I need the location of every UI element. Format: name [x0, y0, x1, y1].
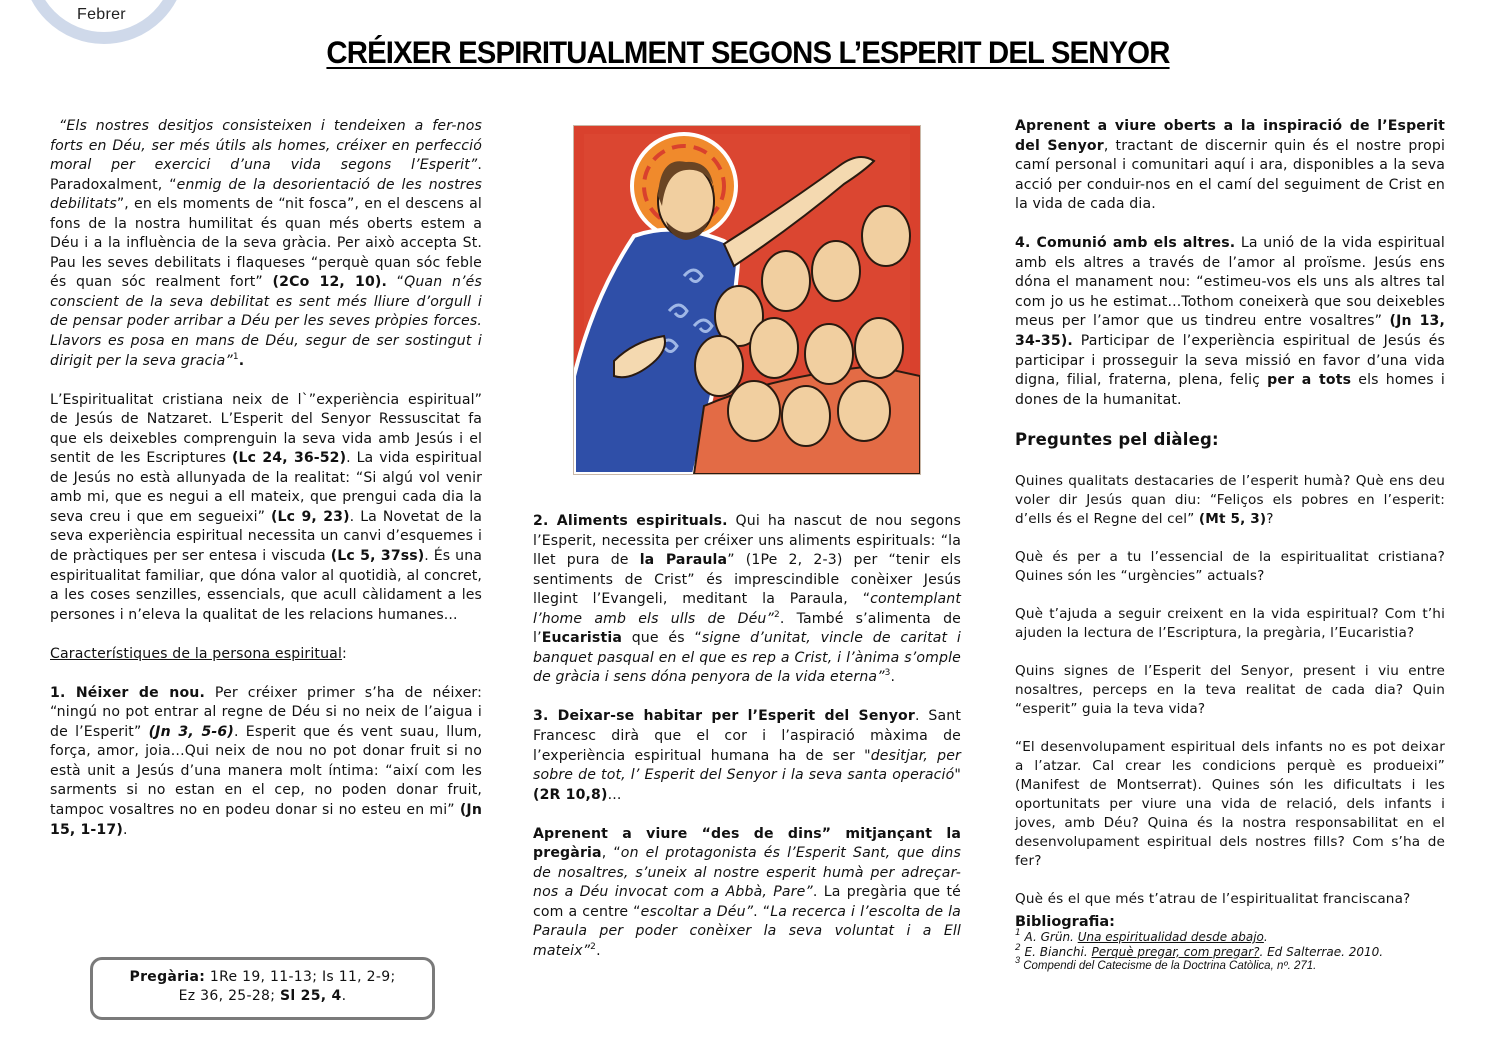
- bibliography-heading: Bibliografia:: [1015, 914, 1115, 930]
- section-heading: Aprenent a viure “des de dins” mitjançant la pregària: [533, 825, 961, 862]
- bible-reference: (Mt 5, 3): [1198, 510, 1267, 527]
- bible-reference: (Jn 13, 34-35).: [1015, 313, 1445, 349]
- questions-list: [1015, 472, 1445, 909]
- characteristic-1: [50, 684, 482, 840]
- text: .: [890, 669, 896, 686]
- bibliography-item: [1015, 942, 1455, 960]
- prayer-label: Pregària:: [129, 969, 206, 985]
- text: ?: [1266, 510, 1274, 527]
- text: Participar de l’experiència espiritual de Jesús és participar i prosseguir la seva missió en favor d’una vida digna, filial, fraterna, plena, feliç: [1015, 332, 1445, 389]
- spirituality-paragraph: [50, 391, 482, 626]
- author: E. Bianchi.: [1020, 944, 1092, 959]
- quote: Quan n’és conscient de la seva debilitat es sent més lliure d’orgull i de pensar poder arribar a Déu per les seves pròpies forces. Llavors es posa en mans de Déu, segur de ser sostingut i dirigit per la seva gracia”: [50, 274, 482, 369]
- section-heading: 4. Comunió amb els altres.: [1015, 235, 1236, 252]
- text: Qui ha nascut de nou segons l’Esperit, necessita per créixer uns aliments espirituals: “la llet pura de: [533, 513, 961, 569]
- bold-text: per a tots: [1267, 372, 1352, 389]
- quote: La recerca i l’escolta de la Paraula per poder conèixer la seva voluntat i a Ell mateix”: [533, 903, 961, 959]
- prayer-line-1: [93, 968, 432, 987]
- bibliography-item: [1015, 955, 1455, 973]
- question-item: Què és per a tu l’essencial de la espiritualitat cristiana? Quines són les “urgències” actuals?: [1015, 548, 1445, 584]
- text: .: [596, 942, 601, 959]
- bibliography-item: [1015, 930, 1455, 945]
- text: els homes i dones de la humanitat.: [1015, 372, 1445, 408]
- text: . Paradoxalment, “: [50, 157, 482, 193]
- text: . La vida espiritual de Jesús no està allunyada de la realitat: “Si algú vol venir amb mi, que es negui a ell mateix, que prengui cada dia la seva creu i que em segueixi”: [50, 450, 482, 525]
- characteristic-4: [1015, 234, 1445, 410]
- footnote-marker: 2: [590, 941, 597, 952]
- footnote-marker: 3: [884, 668, 891, 679]
- author: Compendi del Catecisme de la Doctrina Catòlica, nº. 271.: [1020, 960, 1317, 972]
- text: La unió de la vida espiritual amb els altres a través de l’amor al proïsme. Jesús ens dóna el manament nou: “estimeu-vos els uns als altres tal com jo us he estimat...Tothom coneixerà que sou deixebles meus per l’amor que us tindreu entre vosaltres”: [1015, 235, 1445, 330]
- text: . “: [753, 903, 771, 920]
- quote: signe d’unitat, vincle de caritat i banquet pasqual en el que es rep a Crist, i l’ànima s’omple de gràcia i sens dóna penyora de la vida eterna”: [533, 630, 962, 686]
- prayer-box: [90, 957, 435, 1020]
- quote: contemplant l’home amb els ulls de Déu”: [533, 591, 961, 627]
- text: ...: [607, 786, 622, 803]
- bold-text: la Paraula: [639, 552, 728, 569]
- prayer-line-2: [93, 987, 432, 1006]
- text: .: [238, 352, 245, 369]
- bibliography: [1015, 914, 1455, 973]
- text: . Esperit que és vent suau, llum, força, amor, joia...Qui neix de nou no pot donar fruit si no està unit a Jesús d’una manera molt íntima: “així com les sarments si no estan en el cep, no poden donar fruit, tampoc vosaltres no en podeu donar si no esteu en mi”: [50, 723, 483, 818]
- illustration-svg: [574, 126, 920, 474]
- intro-paragraph: [50, 117, 482, 371]
- middle-column: [533, 512, 961, 961]
- quote: "desitjar, per sobre de tot, l’ Esperit del Senyor i la seva santa operació": [533, 747, 961, 784]
- question-item: [1015, 472, 1445, 529]
- footnote-number: 1: [1015, 928, 1021, 938]
- text: L’Espiritualitat cristiana neix de l`”experiència espiritual” de Jesús de Natzaret. L’Esperit del Senyor Ressuscitat fa que els deixebles comprenguin la seva vida amb Jesús i el sentit de les Escriptures: [50, 391, 482, 467]
- author: A. Grün.: [1020, 930, 1078, 944]
- text: .: [1263, 930, 1268, 944]
- right-column: [1015, 117, 1445, 909]
- text: .: [341, 988, 347, 1004]
- characteristic-3: [533, 707, 961, 805]
- quote: on el protagonista és l’Esperit Sant, que dins de nosaltres, s’uneix al nostre esperit humà per adreçar-nos a Déu invocat com a Abbà, Pare”: [533, 845, 961, 901]
- bible-reference: (Lc 24, 36-52): [231, 450, 347, 467]
- text: Quines qualitats destacaries de l’esperit humà? Què ens deu voler dir Jesús quan diu: “Feliços els pobres en l’esperit: d’ells és el Regne del cel”: [1015, 472, 1445, 527]
- left-column: [50, 117, 482, 840]
- book-title: Perquè pregar, com pregar?: [1091, 944, 1260, 959]
- section-heading: 2. Aliments espirituals.: [533, 513, 728, 529]
- footnote-number: 3: [1015, 955, 1021, 965]
- text: . Sant Francesc dirà que el cor i l’aspiració màxima de l’experiència espiritual humana ha de ser: [533, 708, 961, 764]
- section-heading: 1. Néixer de nou.: [50, 684, 205, 701]
- book-title: Una espiritualidad desde abajo: [1077, 930, 1264, 944]
- section-heading: 3. Deixar-se habitar per l’Esperit del Senyor: [533, 708, 915, 725]
- month-label: Febrer: [77, 6, 126, 23]
- bold-text: Eucaristia: [541, 630, 622, 647]
- jesus-with-disciples-illustration: [573, 125, 921, 475]
- bible-reference: (Lc 9, 23): [270, 508, 350, 525]
- text: ”, en els moments de “nit fosca”, en el descens al fons de la nostra humilitat és quan més oberts estem a Déu i a la influència de la seva gràcia. Per això accepta St. Pau les seves debilitats i flaqueses “perquè quan sóc feble és quan sóc realment fort”: [50, 196, 482, 291]
- quote: “Els nostres desitjos consisteixen i tendeixen a fer-nos forts en Déu, ser més útils als homes, créixer en perfecció moral per exercici d’una vida segons l’Esperit”: [50, 118, 482, 174]
- quote: enmig de la desorientació de les nostres debilitats: [50, 176, 483, 213]
- text: . És una espiritualitat familiar, que dóna valor al quotidià, al concret, a les coses senzilles, essencials, que acull càlidament a les persones i n’eleva la qualitat de les relacions humanes...: [50, 547, 482, 623]
- footnote-marker: 1: [232, 351, 239, 362]
- text: 1Re 19, 11-13; Is 11, 2-9;: [205, 969, 396, 985]
- bible-reference: (Jn 3, 5-6): [148, 723, 234, 740]
- text: . La pregària que té com a centre “: [533, 884, 961, 920]
- quote: escoltar a Déu”: [640, 903, 754, 920]
- question-item: Quins signes de l’Esperit del Senyor, present i viu entre nosaltres, perceps en la teva realitat de cada dia? Quin “esperit” guia la teva vida?: [1015, 662, 1445, 717]
- bible-reference: Sl 25, 4: [280, 988, 342, 1004]
- text: . La Novetat de la seva experiència espiritual necessita un canvi d’esquemes i de pràctiques per ser entesa i viscuda: [50, 508, 482, 564]
- text: Per créixer primer s’ha de néixer: “ningú no pot entrar al regne de Déu si no neix de l’aigua i de l’Esperit”: [50, 684, 482, 740]
- inspiration-paragraph: [1015, 117, 1445, 215]
- section-heading: Aprenent a viure oberts a la inspiració de l’Esperit del Senyor: [1015, 118, 1445, 154]
- text: :: [342, 645, 347, 662]
- text: ” (1Pe 2, 2-3) per “tenir els sentiments de Crist” és imprescindible conèixer Jesús llegint l’Evangeli, meditant la Paraula, “: [533, 552, 961, 608]
- text: . També s’alimenta de l’: [533, 610, 962, 647]
- footnote-marker: 2: [773, 609, 780, 620]
- page-title: CRÉIXER ESPIRITUALMENT SEGONS L’ESPERIT DEL SENYOR: [326, 34, 1170, 70]
- footnote-number: 2: [1015, 942, 1021, 953]
- text: . Ed Salterrae. 2010.: [1259, 944, 1384, 959]
- text: “: [387, 274, 405, 291]
- bible-reference: (2Co 12, 10).: [272, 274, 387, 291]
- prayer-paragraph: [533, 825, 961, 962]
- question-item: Què és el que més t’atrau de l’espiritualitat franciscana?: [1015, 890, 1411, 907]
- bible-reference: (2R 10,8): [533, 786, 608, 803]
- text: que és “: [621, 630, 702, 647]
- characteristics-heading: [50, 645, 482, 665]
- text: .: [122, 821, 128, 838]
- text: , tractant de discernir quin és el nostre propi camí personal i comunitari aquí i ara, disponibles a la seva acció per conduir-nos en el camí del seguiment de Crist en la vida de cada dia.: [1015, 137, 1446, 213]
- bible-reference: (Jn 15, 1-17): [50, 802, 482, 838]
- heading-text: Característiques de la persona espiritual: [50, 645, 343, 662]
- question-item: “El desenvolupament espiritual dels infants no es pot deixar a l’atzar. Cal crear les condicions perquè es produeixi” (Manifest de Montserrat). Quines són les dificultats i les oportunitats per viure una vida de relació, dels infants i joves, amb Déu? Quina és la nostra responsabilitat en el desenvolupament espiritual dels nostres fills? Com s’ha de fer?: [1015, 738, 1445, 869]
- text: , “: [601, 845, 621, 862]
- bible-reference: (Lc 5, 37ss): [330, 547, 425, 564]
- characteristic-2: [533, 512, 961, 688]
- question-item: Què t’ajuda a seguir creixent en la vida espiritual? Com t’hi ajuden la lectura de l’Escriptura, la pregària, l’Eucaristia?: [1015, 605, 1445, 641]
- questions-heading: Preguntes pel diàleg:: [1015, 430, 1219, 450]
- text: Ez 36, 25-28;: [178, 988, 281, 1004]
